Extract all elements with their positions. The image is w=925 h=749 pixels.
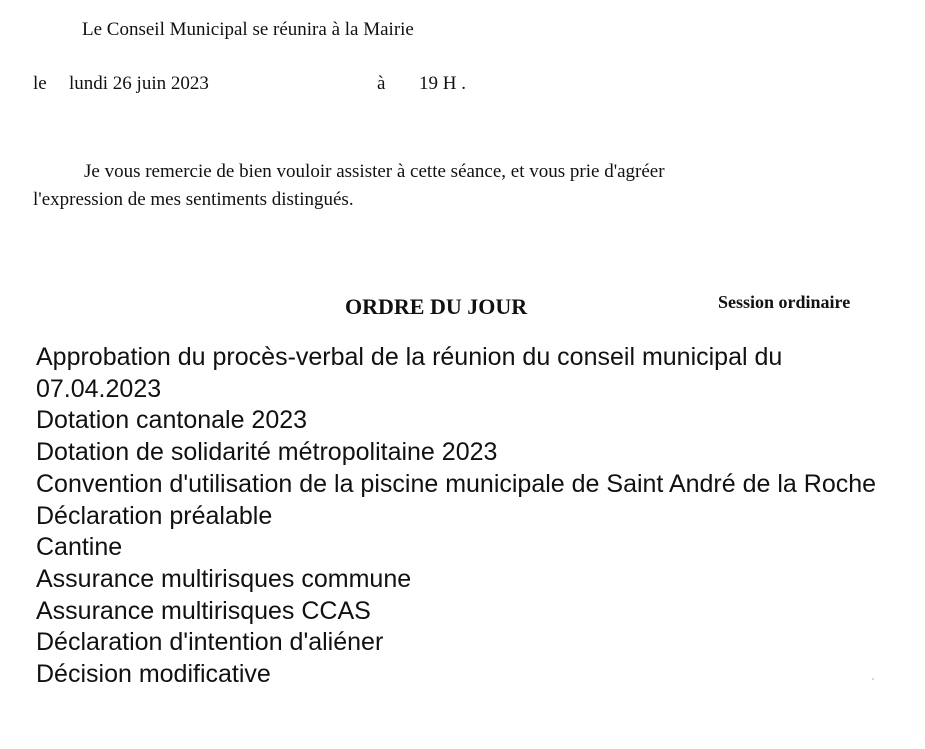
agenda-item: Décision modificative: [36, 660, 271, 689]
thanks-text-line-1: Je vous remercie de bien vouloir assister à cette séance, et vous prie d'agréer: [84, 161, 665, 182]
agenda-item: Dotation de solidarité métropolitaine 2023: [36, 438, 498, 467]
agenda-item: Dotation cantonale 2023: [36, 406, 308, 435]
agenda-item: Déclaration préalable: [36, 501, 273, 530]
time-prefix: à: [377, 73, 386, 94]
meeting-time: 19 H .: [419, 73, 466, 94]
agenda-item: Convention d'utilisation de la piscine municipale de Saint André de la Roche: [36, 469, 877, 498]
agenda-item: Approbation du procès-verbal de la réunion du conseil municipal du 07.04.2023: [36, 343, 783, 403]
session-type-label: Session ordinaire: [718, 292, 851, 312]
agenda-list: [36, 342, 896, 691]
date-prefix: le: [33, 73, 47, 94]
agenda-item: Assurance multirisques commune: [36, 564, 412, 593]
scan-speck: [872, 678, 874, 680]
meeting-date: lundi 26 juin 2023: [69, 73, 209, 94]
agenda-item: Déclaration d'intention d'aliéner: [36, 628, 384, 657]
convocation-text: Le Conseil Municipal se réunira à la Mairie: [82, 19, 414, 40]
thanks-text-line-2: l'expression de mes sentiments distingués.: [33, 189, 354, 210]
agenda-item: Cantine: [36, 533, 123, 562]
agenda-title: ORDRE DU JOUR: [345, 294, 528, 319]
agenda-item: Assurance multirisques CCAS: [36, 596, 371, 625]
